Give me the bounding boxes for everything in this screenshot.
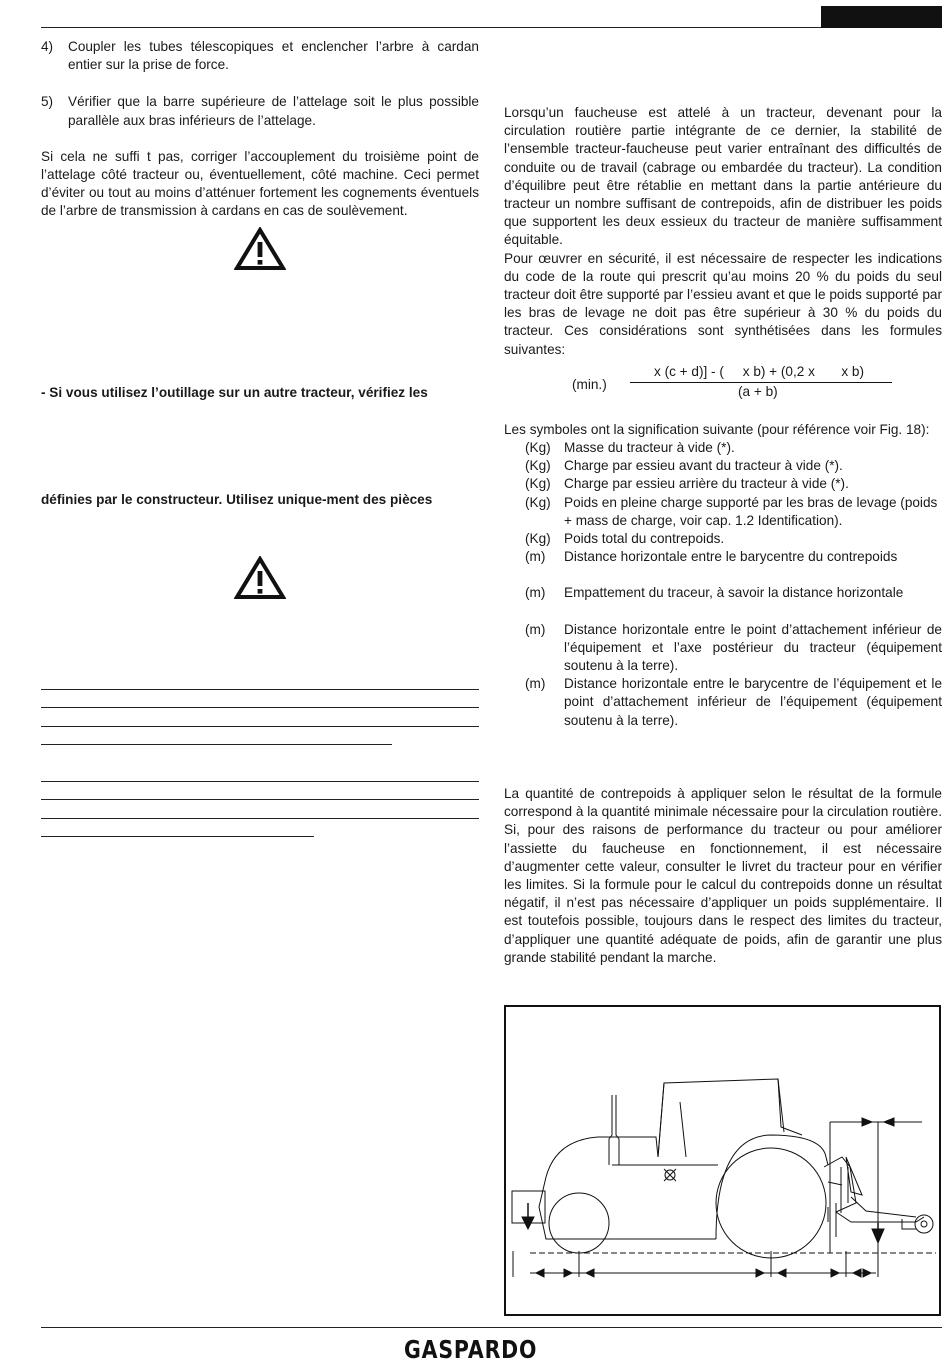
counterweight-paragraph: La quantité de contrepoids à appliquer selon le résultat de la formule correspond à la quantité minimale nécessaire pour la circulation routière. Si, pour des raisons de performance du tracteur ou pour améliorer l’assiette du faucheuse en fonctionnement, il est nécessaire d’augmenter cette valeur, consulter le livret du tracteur pour en vérifier les limites. Si la formule pour le calcul du contrepoids donne un résultat négatif, il n’est pas nécessaire d’appliquer un poids supplémentaire. Il est toutefois possible, toujours dans le respect des limites du tracteur, d’appliquer une quantité adéquate de poids, afin de garantir une plus grande stabilité pendant la marche. — [504, 785, 942, 965]
blank-lines-group-1 — [41, 689, 479, 745]
footer-rule — [41, 1327, 942, 1328]
coupling-paragraph: Si cela ne suffi t pas, corriger l’accouplement du troisième point de l’attelage côté tracteur ou, éventuellement, côté machine. Ceci permet d’éviter ou tout au moins d’atténuer fortement les cognements éventuels de l’arbre de transmission à cardans en cas de soulèvement. — [41, 148, 479, 219]
warning-icon-2 — [234, 556, 286, 600]
ballast-formula — [504, 365, 942, 407]
gaspardo-logo: GASPARDO — [404, 1335, 538, 1364]
blank-line — [41, 818, 479, 819]
warning-icon — [234, 227, 286, 271]
header-rule — [41, 27, 821, 28]
header-tab-block — [821, 6, 942, 28]
symbol-list — [504, 439, 942, 730]
symbol-item: (Kg) Charge par essieu arrière du tracteur à vide (*). — [525, 476, 849, 492]
safety-paragraph: Pour œuvrer en sécurité, il est nécessaire de respecter les indications du code de la route qui prescrit qu’au moins 20 % du poids du seul tracteur doit être supporté par l’essieu avant et que le poids supporté par les bras de levage ne doit pas être supérieur à 30 % du poids du tracteur. Ces considérations sont synthétisées dans les formules suivantes: — [504, 250, 942, 357]
symbol-item: (Kg) Charge par essieu avant du tracteur à vide (*). — [525, 458, 843, 474]
right-column — [504, 104, 942, 967]
barycentre-icon — [664, 1169, 676, 1181]
symbol-item: (Kg) Poids en pleine charge supporté par les bras de levage (poids + mass de charge, voir cap. 1.2 Identification). — [525, 494, 938, 528]
formula-numerator: x (c + d)] - ( x b) + (0,2 x x b) — [654, 363, 864, 379]
step-4-text: Coupler les tubes télescopiques et enclencher l’arbre à cardan entier sur la prise de force. — [68, 39, 479, 73]
symbol-item: (m) Empattement du traceur, à savoir la distance horizontale — [525, 585, 904, 601]
symbol-item: (m) Distance horizontale entre le point d’attachement inférieur de l’équipement et l’axe postérieur du tracteur (équipement soutenu à la terre). — [525, 621, 942, 674]
blank-line — [41, 744, 392, 745]
symbol-item: (m) Distance horizontale entre le barycentre de l’équipement et le point d’attachement inférieur de l’équipement (équipement soutenu à la terre). — [525, 676, 942, 728]
step-5 — [41, 93, 479, 129]
tractor-diagram — [506, 1007, 939, 1314]
blank-lines-group-2 — [41, 781, 479, 837]
step-5-text: Vérifier que la barre supérieure de l’attelage soit le plus possible parallèle aux bras inférieurs de l’attelage. — [68, 94, 479, 128]
blank-line — [41, 689, 479, 690]
step-5-number: 5) — [41, 94, 54, 110]
blank-line — [41, 836, 314, 837]
symbol-item: (Kg) Poids total du contrepoids. — [525, 531, 725, 547]
formula-denominator: (a + b) — [738, 383, 778, 399]
fraction-bar — [630, 382, 892, 383]
symbol-item: (m) Distance horizontale entre le barycentre du contrepoids — [525, 549, 898, 565]
step-4-number: 4) — [41, 39, 54, 54]
warning-text-line-2: définies par le constructeur. Utilisez unique-ment des pièces — [41, 491, 433, 507]
warning-text-line-1: - Si vous utilisez l’outillage sur un autre tracteur, vérifiez les — [41, 384, 428, 400]
blank-line — [41, 781, 479, 782]
blank-line — [41, 726, 479, 727]
tractor-balance-figure — [504, 1005, 941, 1316]
symbol-item: (Kg) Masse du tracteur à vide (*). — [525, 440, 735, 456]
blank-line — [41, 799, 479, 800]
symbols-intro: Les symboles ont la signification suivante (pour référence voir Fig. 18): — [504, 421, 930, 437]
blank-line — [41, 707, 479, 708]
formula-label: (min.) — [572, 376, 607, 392]
step-4 — [41, 38, 479, 74]
stability-paragraph: Lorsqu’un faucheuse est attelé à un tracteur, devenant pour la circulation routière partie intégrante de ce dernier, la stabilité de l’ensemble tracteur-faucheuse peut varier entraînant des difficultés de conduite ou de travail (cabrage ou embardée du tracteur). La condition d’équilibre peut être rétablie en mettant dans la partie antérieure du tracteur un nombre suffisant de contrepoids, afin de distribuer les poids que supportent les deux essieux du tracteur de manière suffisamment équitable. — [504, 105, 942, 248]
left-column — [41, 38, 479, 600]
